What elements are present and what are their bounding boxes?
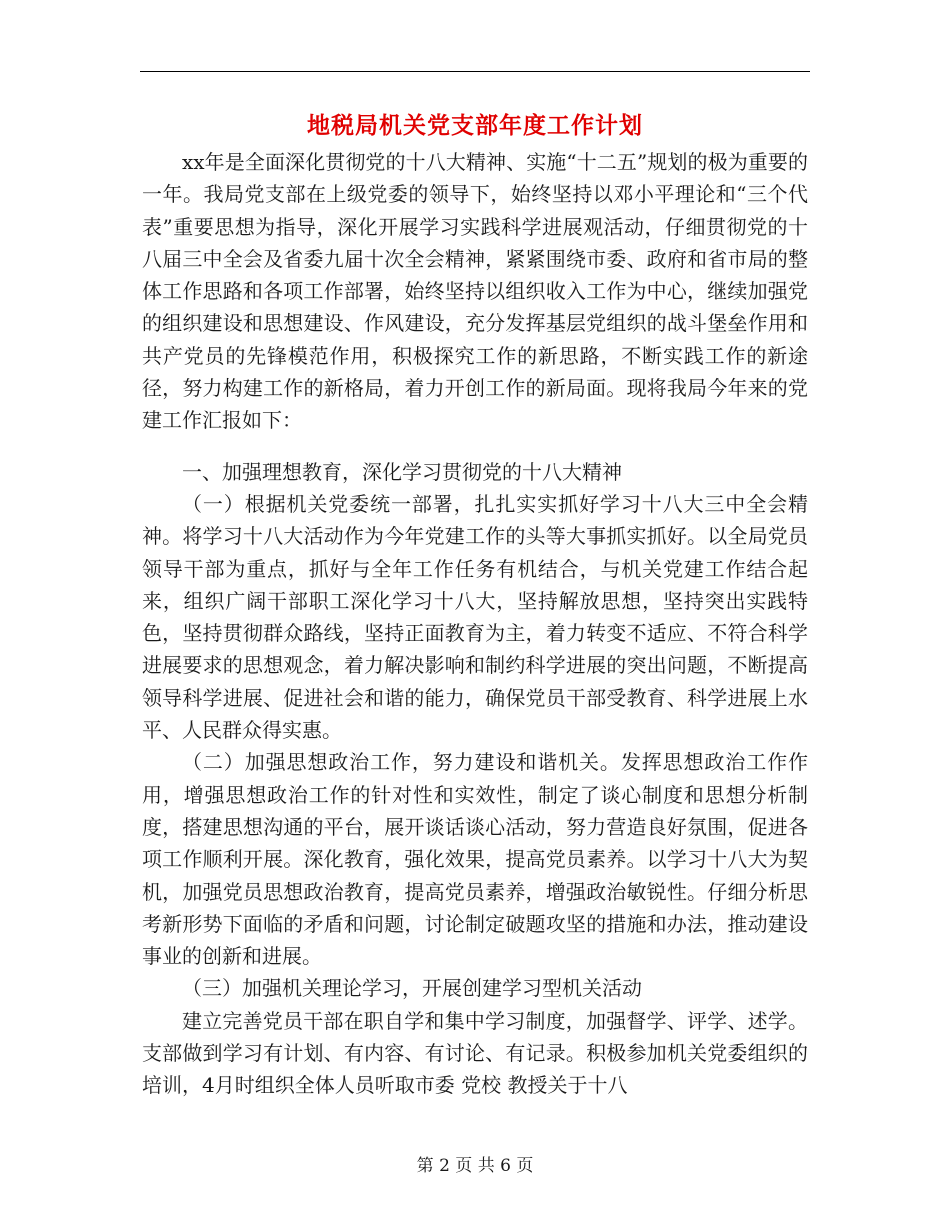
paragraph-spacer	[142, 437, 808, 456]
page-number: 第 2 页 共 6 页	[416, 1156, 534, 1176]
header-rule	[140, 71, 810, 72]
document-title: 地税局机关党支部年度工作计划	[307, 112, 643, 139]
subsection-paragraph-2: （二）加强思想政治工作，努力建设和谐机关。发挥思想政治工作作用，增强思想政治工作的针对性和实效性，制定了谈心制度和思想分析制度，搭建思想沟通的平台，展开谈话谈心活动，努力营造良好氛围，促进各项工作顺利开展。深化教育，强化效果，提高党员素养。以学习十八大为契机，加强党员思想政治教育，提高党员素养，增强政治敏锐性。仔细分析思考新形势下面临的矛盾和问题，讨论制定破题攻坚的措施和办法，推动建设事业的创新和进展。	[142, 750, 808, 969]
subsection-heading-3: （三）加强机关理论学习，开展创建学习型机关活动	[182, 976, 642, 1001]
document-body	[142, 146, 808, 1102]
subsection-paragraph-1: （一）根据机关党委统一部署，扎扎实实抓好学习十八大三中全会精神。将学习十八大活动作为今年党建工作的头等大事抓实抓好。以全局党员领导干部为重点，抓好与全年工作任务有机结合，与机关党建工作结合起来，组织广阔干部职工深化学习十八大，坚持解放思想，坚持突出实践特色，坚持贯彻群众路线，坚持正面教育为主，着力转变不适应、不符合科学进展要求的思想观念，着力解决影响和制约科学进展的突出问题，不断提高领导科学进展、促进社会和谐的能力，确保党员干部受教育、科学进展上水平、人民群众得实惠。	[142, 491, 808, 743]
section-heading-1: 一、加强理想教育，深化学习贯彻党的十八大精神	[182, 459, 622, 484]
body-paragraph-4: 建立完善党员干部在职自学和集中学习制度，加强督学、评学、述学。支部做到学习有计划、有内容、有讨论、有记录。积极参加机关党委组织的培训，4月时组织全体人员听取市委 党校 教授关于十八	[142, 1008, 808, 1098]
intro-paragraph: xx年是全面深化贯彻党的十八大精神、实施“十二五”规划的极为重要的一年。我局党支部在上级党委的领导下，始终坚持以邓小平理论和“三个代表”重要思想为指导，深化开展学习实践科学进展观活动，仔细贯彻党的十八届三中全会及省委九届十次全会精神，紧紧围绕市委、政府和省市局的整体工作思路和各项工作部署，始终坚持以组织收入工作为中心，继续加强党的组织建设和思想建设、作风建设，充分发挥基层党组织的战斗堡垒作用和共产党员的先锋模范作用，积极探究工作的新思路，不断实践工作的新途径，努力构建工作的新格局，着力开创工作的新局面。现将我局今年来的党建工作汇报如下：	[142, 150, 808, 433]
